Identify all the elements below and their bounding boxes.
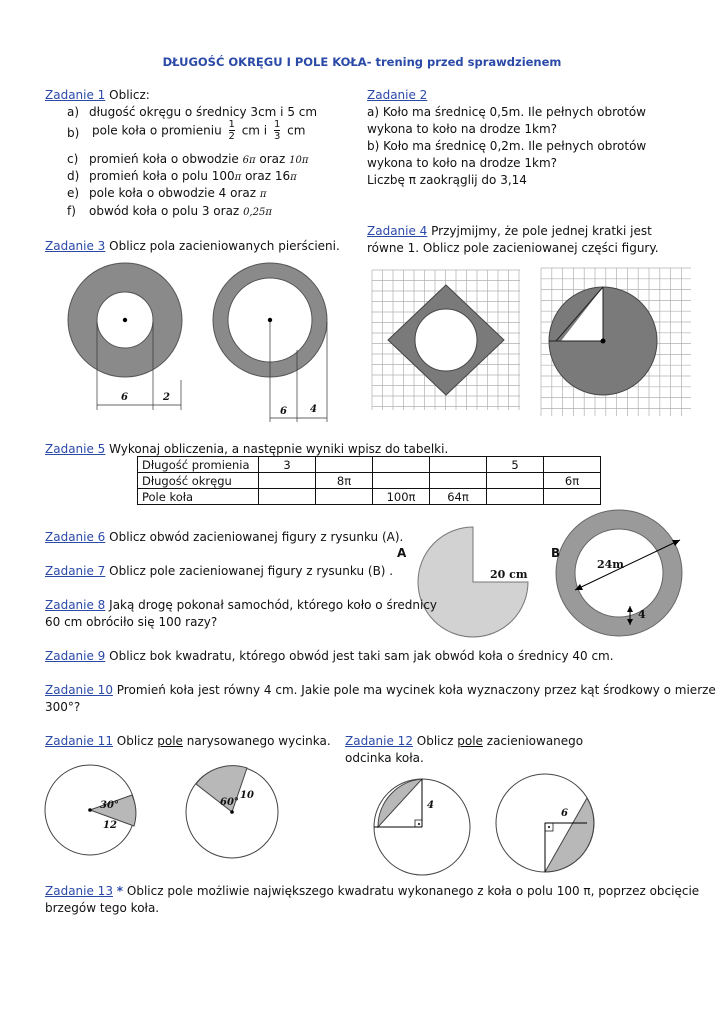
task-10-text-2: 300°? xyxy=(45,700,81,714)
task-1c-letter: c) xyxy=(67,152,79,166)
task-10-text-1: Promień koła jest równy 4 cm. Jakie pole ma wycinek koła wyznaczony przez kąt środkowy o mierze xyxy=(116,683,716,697)
task-13-text-1: Oblicz pole możliwie największego kwadratu wykonanego z koła o polu 100 π, poprzez obcięcie xyxy=(126,884,700,898)
task-1c-mid: oraz xyxy=(259,152,286,166)
z11-radius-10: 10 xyxy=(240,790,254,801)
fraction-1-2-den: 2 xyxy=(228,131,235,142)
task-1c-v1: 6π xyxy=(242,155,256,166)
task-1a-text: długość okręgu o średnicy 3cm i 5 cm xyxy=(89,105,318,119)
ring-2-dim-6: 6 xyxy=(280,406,287,417)
task-1c-v2: 10π xyxy=(289,155,309,166)
task-13-text-2: brzegów tego koła. xyxy=(45,901,160,915)
task-11-label: Zadanie 11 xyxy=(45,734,113,748)
task-2-line-1: a) Koło ma średnicę 0,5m. Ile pełnych obrotów xyxy=(367,105,646,119)
table-cell: 3 xyxy=(259,457,316,473)
task-4-text-1: Przyjmijmy, że pole jednej kratki jest xyxy=(431,224,652,238)
z12-radius-4: 4 xyxy=(427,800,434,811)
z12-radius-6: 6 xyxy=(561,808,568,819)
figure-b-letter: B xyxy=(551,546,561,560)
ring-2-dim-4: 4 xyxy=(310,404,317,415)
task-1f-letter: f) xyxy=(67,204,76,218)
figure-a-dim: 20 cm xyxy=(490,568,528,581)
row-header: Długość okręgu xyxy=(138,473,259,489)
task-3-text: Oblicz pola zacieniowanych pierścieni. xyxy=(109,239,340,253)
figure-b-dim-24m: 24m xyxy=(597,558,624,571)
task-12-label: Zadanie 12 xyxy=(345,734,413,748)
task-1a-letter: a) xyxy=(67,105,80,119)
task-1d-letter: d) xyxy=(67,169,80,183)
task-2-line-5: Liczbę π zaokrąglij do 3,14 xyxy=(367,173,527,187)
task-9-text: Oblicz bok kwadratu, którego obwód jest taki sam jak obwód koła o średnicy 40 cm. xyxy=(109,649,614,663)
page-title: DŁUGOŚĆ OKRĘGU I POLE KOŁA- trening przed sprawdzienem xyxy=(162,55,562,69)
task-1-label: Zadanie 1 xyxy=(45,88,106,102)
z11-angle-30: 30° xyxy=(100,800,119,811)
task-11-post: narysowanego wycinka. xyxy=(186,734,331,748)
table-cell: 8π xyxy=(316,473,373,489)
table-cell: 5 xyxy=(487,457,544,473)
right-angle-dot xyxy=(548,826,550,828)
task-8-text-1: Jaką drogę pokonał samochód, którego koło o średnicy xyxy=(109,598,438,612)
task-1d-text: promień koła o polu 100 xyxy=(89,169,235,183)
task-8-text-2: 60 cm obróciło się 100 razy? xyxy=(45,615,218,629)
task-1f-text: obwód koła o polu 3 oraz xyxy=(89,204,240,218)
task-1b-end: cm xyxy=(287,123,306,138)
fraction-1-3-den: 3 xyxy=(273,131,281,142)
task-1c-text: promień koła o obwodzie xyxy=(89,152,239,166)
table-cell: 64π xyxy=(430,489,487,505)
task-12-pre: Oblicz xyxy=(416,734,454,748)
task-1e-letter: e) xyxy=(67,186,80,200)
task-12-underlined: pole xyxy=(457,734,483,748)
row-header: Długość promienia xyxy=(138,457,259,473)
figure-b-dim-4: 4 xyxy=(638,608,646,621)
task-2-line-2: wykona to koło na drodze 1km? xyxy=(367,122,558,136)
task-8-label: Zadanie 8 xyxy=(45,598,106,612)
task-2-line-3: b) Koło ma średnicę 0,2m. Ile pełnych obrotów xyxy=(367,139,647,153)
task-2-line-4: wykona to koło na drodze 1km? xyxy=(367,156,558,170)
task-1b-mid: cm i xyxy=(241,123,268,138)
ring-1-dim-6: 6 xyxy=(121,392,128,403)
task-12-post: zacieniowanego xyxy=(486,734,584,748)
task-4-label: Zadanie 4 xyxy=(367,224,428,238)
task-10-label: Zadanie 10 xyxy=(45,683,113,697)
task-1b-letter: b) xyxy=(67,126,80,140)
task-9-label: Zadanie 9 xyxy=(45,649,106,663)
table-cell: 100π xyxy=(373,489,430,505)
task-6-text: Oblicz obwód zacieniowanej figury z rysunku (A). xyxy=(109,530,404,544)
row-header: Pole koła xyxy=(138,489,259,505)
task-1d-mid: oraz 16 xyxy=(245,169,291,183)
fraction-1-3-num: 1 xyxy=(273,119,281,130)
right-angle-dot xyxy=(418,823,420,825)
task-2-label: Zadanie 2 xyxy=(367,88,428,102)
task-1f-v: 0,25π xyxy=(243,207,272,218)
task-3-label: Zadanie 3 xyxy=(45,239,106,253)
task-6-label: Zadanie 6 xyxy=(45,530,106,544)
z11-center-1 xyxy=(88,808,92,812)
fraction-1-2-num: 1 xyxy=(228,119,235,130)
task-1b-lead: pole koła o promieniu xyxy=(92,123,222,138)
task-7-text: Oblicz pole zacieniowanej figury z rysunku (B) . xyxy=(109,564,394,578)
z11-radius-12: 12 xyxy=(103,820,117,831)
task-12-line-2: odcinka koła. xyxy=(345,751,424,765)
task-11-underlined: pole xyxy=(157,734,183,748)
task-1-intro: Oblicz: xyxy=(109,88,150,102)
task-13-label: Zadanie 13 xyxy=(45,884,113,898)
task-13-star: * xyxy=(116,884,124,898)
task-4-text-2: równe 1. Oblicz pole zacieniowanej części figury. xyxy=(367,241,659,255)
z11-center-2 xyxy=(230,810,234,814)
task-1d-pi2: π xyxy=(290,172,297,183)
task-1e-text: pole koła o obwodzie 4 oraz xyxy=(89,186,257,200)
ring-1-dim-2: 2 xyxy=(163,392,170,403)
task-5-label: Zadanie 5 xyxy=(45,442,106,456)
table-cell: 6π xyxy=(544,473,601,489)
task-13-header xyxy=(45,883,699,900)
z11-angle-60: 60° xyxy=(220,797,239,808)
task-11-pre: Oblicz xyxy=(116,734,154,748)
task-1d-pi: π xyxy=(234,172,242,183)
task-1e-pi: π xyxy=(259,189,267,200)
task-5-text: Wykonaj obliczenia, a następnie wyniki wpisz do tabelki. xyxy=(109,442,449,456)
task-7-label: Zadanie 7 xyxy=(45,564,106,578)
figure-a-letter: A xyxy=(397,546,407,560)
